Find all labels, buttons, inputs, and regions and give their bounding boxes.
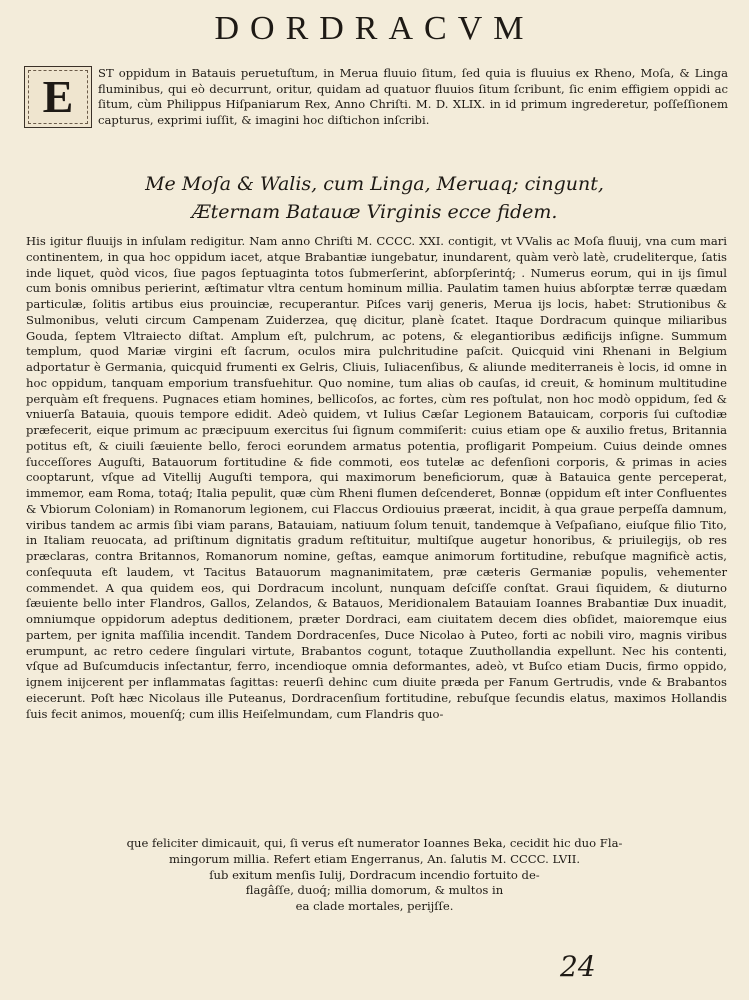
distich-verse bbox=[0, 170, 749, 226]
closing-text bbox=[0, 836, 749, 915]
closing-line-2: mingorum millia. Refert etiam Engerranus, An. ſalutis M. CCCC. LVII. bbox=[168, 851, 581, 866]
page-number: 24 bbox=[560, 950, 596, 983]
verse-line-1: Me Moſa & Walis, cum Linga, Meruaq; cingunt, bbox=[145, 173, 604, 195]
initial-letter: E bbox=[42, 71, 74, 123]
closing-line-5: ea clade mortales, perijſſe. bbox=[295, 899, 454, 913]
decorated-initial bbox=[24, 66, 92, 128]
closing-line-4: flagâſſe, duoq́; millia domorum, & multos in bbox=[245, 883, 504, 898]
closing-line-3: ſub exitum menſis Iulij, Dordracum incendio fortuito de- bbox=[209, 867, 540, 882]
page-title: DORDRACVM bbox=[214, 10, 535, 47]
closing-line-1: que feliciter dimicauit, qui, ſi verus eſt numerator Ioannes Beka, cecidit hic duo Fla- bbox=[126, 836, 623, 850]
body-text: His igitur fluuijs in inſulam redigitur. Nam anno Chriſti M. CCCC. XXI. contigit, vt VValis ac Moſa fluuij, vna cum mari continentem, in qua hoc oppidum iacet, atque Brabantiæ iungebatur, inundarent, quàm verò latè, crudeliterque, ſatis inde liquet, quòd vicos, ſiue pagos ſeptuaginta totos ſubmerſerint, abſorpſerintq́; . Numerus eorum, qui in ijs ſimul cum bonis omnibus perierint, æſtimatur vltra centum hominum millia. Paulatim tamen huius abſorptæ terræ quædam particulæ, ſolitis artibus eius prouinciæ, recuperantur. Piſces varij generis, Merua ijs locis, habet: Strutionibus & Sulmonibus, veluti circum Campenam Zuiderzea, quę dicitur, planè ſcatet. Itaque Dordracum quinque miliaribus Gouda, ſeptem Vltraiecto diſtat. Amplum eſt, pulchrum, ac potens, & elegantioribus ædificijs inſigne. Summum templum, quod Mariæ virgini eſt ſacrum, oculos mira pulchritudine paſcit. Quicquid vini Rhenani in Belgium adportatur è Germania, quicquid frumenti ex Gelris, Cliuis, Iuliacenſibus, & aliunde mediterraneis è locis, id omne in hoc oppidum, tanquam emporium transfuehitur. Quo nomine, tum alias ob cauſas, id creuit, & hominum multitudine perquàm eſt frequens. Pugnaces etiam homines, bellicoſos, ac fortes, cùm res poſtulat, non hoc modò oppidum, ſed & vniuerſa Batauia, quouis tempore edidit. Adeò quidem, vt Iulius Cæſar Legionem Batauicam, corporis ſui cuſtodiæ præfecerit, eique primum ac præcipuum exercitus ſui ſignum commiſerit: cuius etiam ope & auxilio fretus, Britannia potitus eſt, & ciuili ſæuiente bello, feroci eorundem armatus potentia, profligarit Pompeium. Cuius deinde omnes ſucceſſores Auguſti, Batauorum fortitudine & fide commoti, eos tutelæ ac defenſioni corporis, & primas in acies cooptarunt, vſque ad Vitellij Auguſti tempora, qui maximorum beneficiorum, quæ à Batauica gente perceperat, immemor, eam Roma, totaq́; Italia pepulit, quæ cùm Rheni flumen deſcenderet, Bonnæ (oppidum eſt inter Confluentes & Vbiorum Coloniam) in Romanorum legionem, cui Flaccus Ordiouius præerat, incidit, à qua graue perpeſſa damnum, viribus tandem ac armis ſibi viam parans, Batauiam, natiuum ſolum tenuit, tandemque à Veſpaſiano, eiuſque filio Tito, in Italiam reuocata, ad priſtinum dignitatis gradum reſtituitur, multiſque augetur honoribus, & priuilegijs, ob res præclaras, contra Britannos, Romanorum nomine, geſtas, eamque animorum fortitudine, rebuſque magnificè actis, conſequuta eſt laudem, vt Tacitus Batauorum magnanimitatem, præ cæteris Germaniæ populis, vehementer commendet. A qua quidem eos, qui Dordracum incolunt, nunquam deſciſſe conſtat. Graui ſiquidem, & diuturno ſæuiente bello inter Flandros, Gallos, Zelandos, & Batauos, Meridionalem Batauiam Ioannes Brabantiæ Dux inuadit, omniumque oppidorum adeptus deditionem, præter Dordraci, eam ciuitatem decem dies obſidet, maioremque eius partem, per ignita maſſilia incendit. Tandem Dordracenſes, Duce Nicolao à Puteo, forti ac nobili viro, magnis viribus erumpunt, ac retro cedere ſingulari virtute, Brabantos cogunt, totaque Zuuthollandia expellunt. Nec his contenti, vſque ad Buſcumducis inſectantur, ferro, incendioque omnia deformantes, adeò, vt Buſco etiam Ducis, firmo oppido, ignem inijcerent per inflammatas ſagittas: reuerſi dehinc cum diuite præda per Fanum Gertrudis, vnde & Brabantos eiecerunt. Poſt hæc Nicolaus ille Puteanus, Dordracenſium fortitudine, rebuſque ſecundis elatus, maximos Hollandis ſuis fecit animos, mouenſq́; cum illis Heiſelmundam, cum Flandris quo- bbox=[26, 234, 727, 721]
intro-paragraph bbox=[24, 66, 728, 128]
intro-text: ST oppidum in Batauis peruetuſtum, in Merua fluuio ſitum, ſed quia is fluuius ex Rheno, Moſa, & Linga fluminibus, qui eò decurrunt, oritur, quidam ad quatuor fluuios ſitum ſcribunt, ſic enim effigiem oppidi ac ſitum, cùm Philippus Hiſpaniarum Rex, Anno Chriſti. M. D. XLIX. in id primum ingrederetur, poſſeſſionem capturus, exprimi iuſſit, & imagini hoc diſtichon inſcribi. bbox=[98, 66, 728, 127]
verse-line-2: Æternam Batauæ Virginis ecce fidem. bbox=[191, 201, 558, 223]
